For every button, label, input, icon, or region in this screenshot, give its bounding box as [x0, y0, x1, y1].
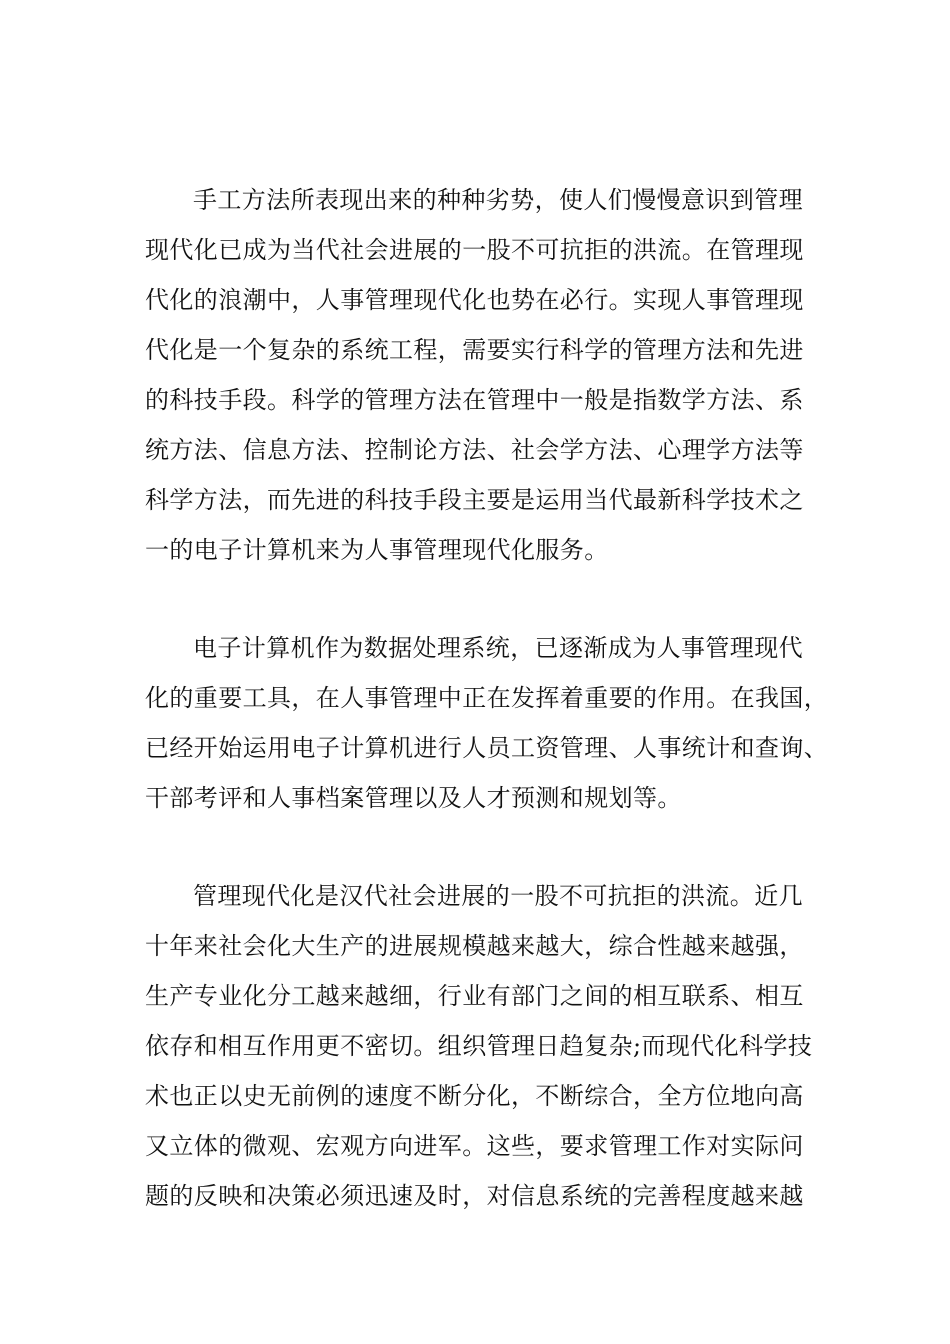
text-line: 的科技手段。科学的管理方法在管理中一般是指数学方法、系	[145, 386, 804, 414]
text-line: 又立体的微观、宏观方向进军。这些，要求管理工作对实际问	[145, 1132, 804, 1160]
text-line: 现代化已成为当代社会进展的一股不可抗拒的洪流。在管理现	[145, 236, 804, 264]
text-line: 干部考评和人事档案管理以及人才预测和规划等。	[145, 784, 682, 812]
text-line: 统方法、信息方法、控制论方法、社会学方法、心理学方法等	[145, 436, 804, 464]
text-line: 代化是一个复杂的系统工程，需要实行科学的管理方法和先进	[145, 336, 804, 364]
text-line: 术也正以史无前例的速度不断分化，不断综合，全方位地向高	[145, 1082, 804, 1110]
text-line: 生产专业化分工越来越细，行业有部门之间的相互联系、相互	[145, 982, 804, 1010]
text-line: 管理现代化是汉代社会进展的一股不可抗拒的洪流。近几	[193, 882, 803, 910]
text-line: 已经开始运用电子计算机进行人员工资管理、人事统计和查询、	[145, 734, 829, 762]
text-line: 手工方法所表现出来的种种劣势，使人们慢慢意识到管理	[193, 186, 803, 214]
text-line: 电子计算机作为数据处理系统，已逐渐成为人事管理现代	[193, 634, 803, 662]
text-line: 十年来社会化大生产的进展规模越来越大，综合性越来越强，	[145, 932, 804, 960]
text-line: 化的重要工具，在人事管理中正在发挥着重要的作用。在我国，	[145, 684, 829, 712]
text-line: 依存和相互作用更不密切。组织管理日趋复杂;而现代化科学技	[145, 1032, 813, 1060]
text-line: 代化的浪潮中，人事管理现代化也势在必行。实现人事管理现	[145, 286, 804, 314]
text-line: 一的电子计算机来为人事管理现代化服务。	[145, 536, 609, 564]
text-line: 题的反映和决策必须迅速及时，对信息系统的完善程度越来越	[145, 1182, 804, 1210]
text-line: 科学方法，而先进的科技手段主要是运用当代最新科学技术之	[145, 486, 804, 514]
